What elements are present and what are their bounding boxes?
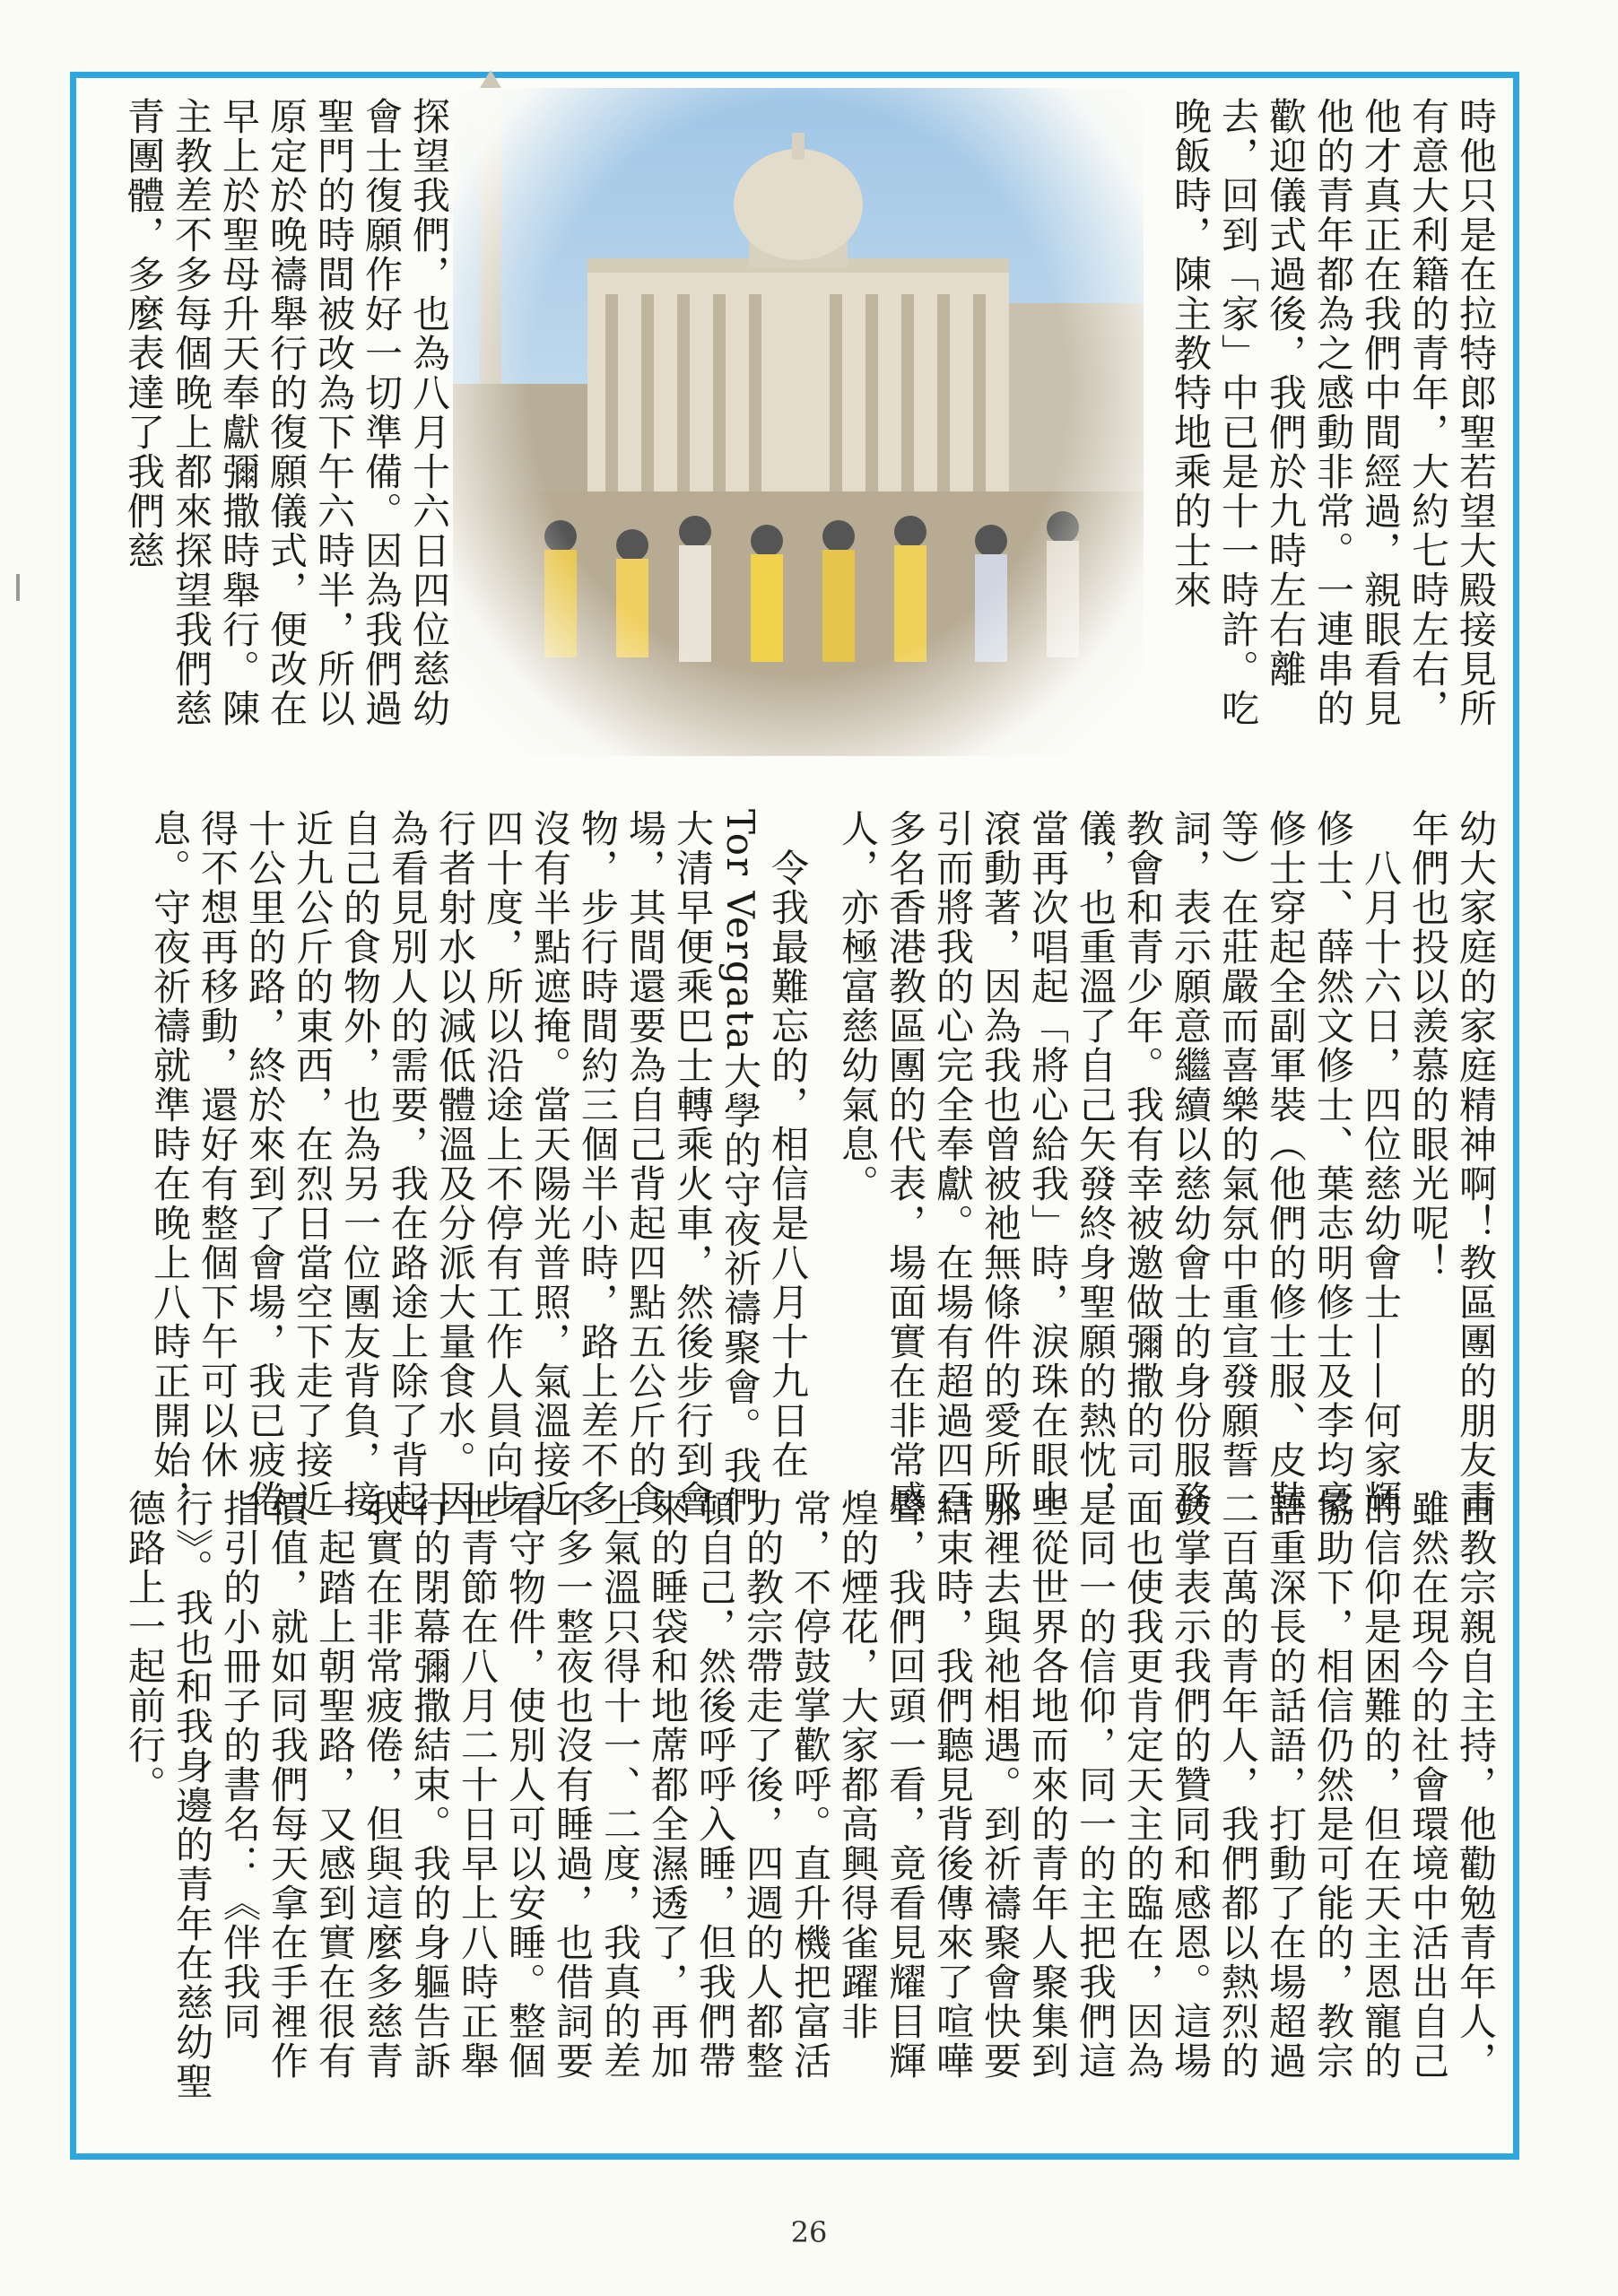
text-block-bottom: 由教宗親自主持，他勸勉青年人，雖然在現今的社會環境中活出自己的信仰是困難的，但在天主恩寵的協助下，相信仍然是可能的，教宗語重深長的話語，打動了在場超過二百萬的青年人，我們都以熱烈的鼓掌表示我們的贊同和感恩。這場面也使我更肯定天主的臨在，因為是同一的信仰，同一的主把我們這些從世界各地而來的青年人聚集到那裡去與祂相遇。到祈禱聚會快要結束時，我們聽見背後傳來了喧嘩聲，我們回頭一看，竟看見耀目輝煌的煙花，大家都高興得雀躍非常，不停鼓掌歡呼。直升機把富活力的教宗帶走了後，四週的人都整頓自己，然後呼呼入睡，但我們帶來的睡袋和地蓆都全濕透了，再加上氣溫只得十一、二度，我真的差不多一整夜也沒有睡過，也借詞要看守物件，使別人可以安睡。整個世青節在八月二十日早上八時正舉行的閉幕彌撒結束。我的身軀告訴我實在非常疲倦，但與這麼多慈青一起踏上朝聖路，又感到實在很有價值，就如同我們每天拿在手裡作指引的小冊子的書名：《伴我同行》。我也和我身邊的青年在慈幼聖德路上一起前行。 <box>123 1489 1498 2101</box>
page-number: 26 <box>790 2215 828 2249</box>
text-block-top-right: 時他只是在拉特郎聖若望大殿接見所有意大利籍的青年，大約七時左右，他才真正在我們中間經過，親眼看見他的青年都為之感動非常。一連串的歡迎儀式過後，我們於九時左右離去，回到「家」中已是十一時許。吃晚飯時，陳主教特地乘的士來 <box>1169 97 1498 728</box>
text-block-top-left: 探望我們，也為八月十六日四位慈幼會士復願作好一切準備。因為我們過聖門的時間被改為下午六時半，所以原定於晚禱舉行的復願儀式，便改在早上於聖母升天奉獻彌撒時舉行。陳主教差不多每個晚上都來探望我們慈青團體，多麼表達了我們慈 <box>122 97 451 728</box>
st-peters-group-photo <box>453 88 1144 756</box>
text-block-middle-right: 幼大家庭的家庭精神啊！教區團的朋友青年們也投以羨慕的眼光呢！ 八月十六日，四位慈幼會士——何家輝修士、薛然文修士、葉志明修士及李均豪修士穿起全副軍裝（他們的修士服、皮鞋等）在莊嚴而喜樂的氣氛中重宣發願誓詞，表示願意繼續以慈幼會士的身份服務教會和青少年。我有幸被邀做彌撒的司儀，也重溫了自己矢發終身聖願的熱忱，當再次唱起「將心給我」時，淚珠在眼中滾動著，因為我也曾被祂無條件的愛所吸引而將我的心完全奉獻。在場有超過四百多名香港教區團的代表，場面實在非常感人，亦極富慈幼氣息。 <box>836 809 1498 1519</box>
margin-mark <box>16 574 20 601</box>
text-block-middle-left: 令我最難忘的，相信是八月十九日在Tor Vergata大學的守夜祈禱聚會。我們大清早便乘巴士轉乘火車，然後步行到會場，其間還要為自己背起四點五公斤的食物，步行時間約三個半小時，路上差不多沒有半點遮掩。當天陽光普照，氣溫接近四十度，所以沿途上不停有工作人員向步行者射水以減低體溫及分派大量食水。因為看見別人的需要，我在路途上除了背起自己的食物外，也為另一位團友背負，接近九公斤的東西，在烈日當空下走了接近十公里的路，終於來到了會場，我已疲倦得不想再移動，還好有整個下午可以休息。守夜祈禱就準時在晚上八時正開始， <box>148 809 810 1526</box>
